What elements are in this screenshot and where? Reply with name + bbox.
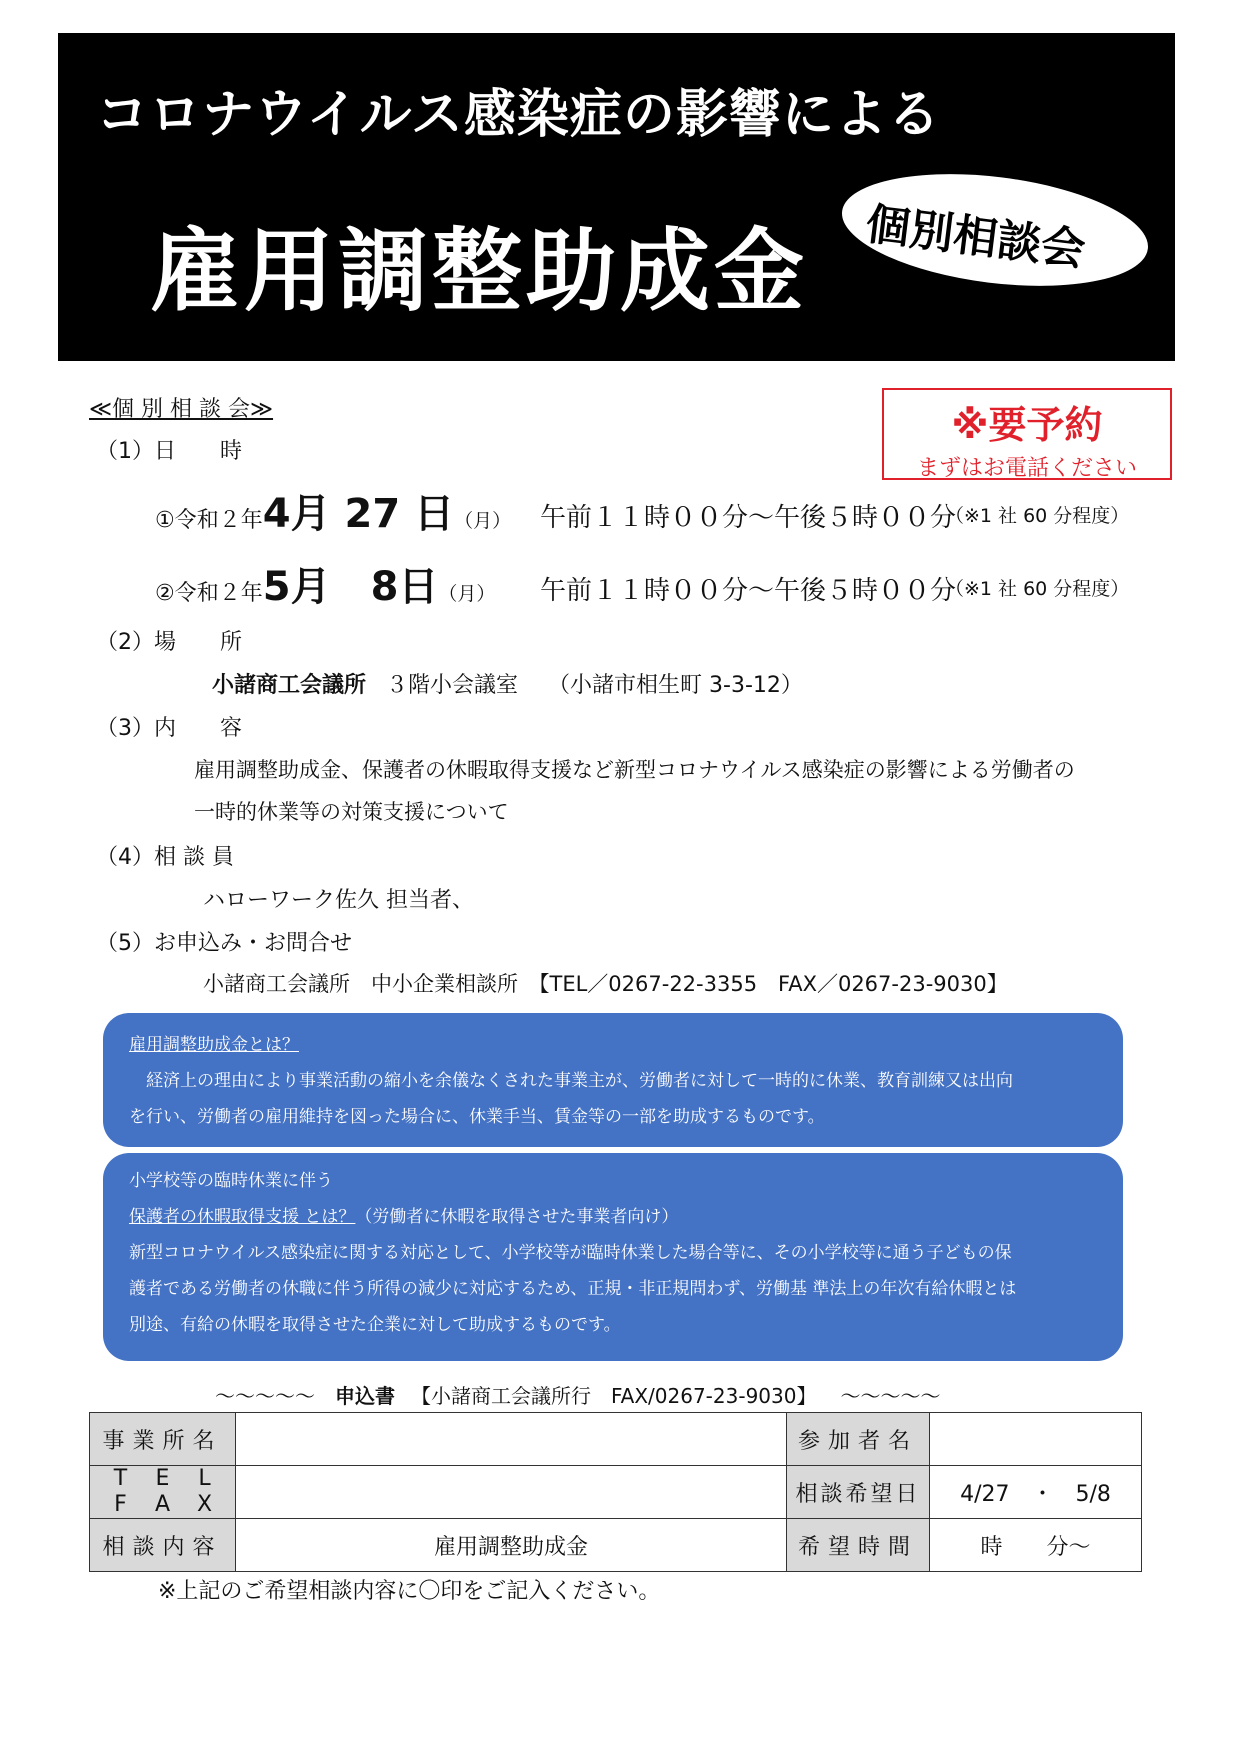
date-2-prefix: ②令和２年 [155, 581, 263, 606]
participant-name-field[interactable] [930, 1413, 1142, 1466]
business-name-label: 事業所名 [90, 1413, 236, 1466]
datetime-label: （1）日 時 [96, 439, 242, 464]
content-label: （3）内 容 [96, 716, 242, 741]
form-header-waves-left: ～～～～～ [215, 1384, 315, 1408]
preferred-date-options[interactable]: 4/27 ・ 5/8 [930, 1466, 1142, 1519]
tel-fax-field[interactable] [236, 1466, 787, 1519]
date-2-dow: （月） [438, 583, 496, 605]
date-2-note: （※1 社 60 分程度） [945, 578, 1130, 600]
form-note: ※上記のご希望相談内容に〇印をご記入ください。 [158, 1579, 661, 1604]
date-1-time: 午前１１時００分～午後５時００分 [540, 503, 957, 533]
consultation-content-label: 相談内容 [90, 1519, 236, 1572]
tel-fax-label [90, 1466, 236, 1519]
date-2-time: 午前１１時００分～午後５時００分 [540, 576, 957, 606]
date-row-2 [155, 555, 495, 612]
place-label: （2）場 所 [96, 630, 242, 655]
application-form-table [89, 1412, 1142, 1572]
banner-title: 雇用調整助成金 [150, 219, 808, 324]
section-title: ≪個 別 相 談 会≫ [89, 397, 274, 422]
info-box-leave-line: 新型コロナウイルス感染症に関する対応として、小学校等が臨時休業した場合等に、その小学校等に通う子どもの保 [129, 1243, 1012, 1263]
form-header-destination: 【小諸商工会議所行 FAX/0267-23-9030】 [411, 1384, 817, 1408]
date-1-dow: （月） [454, 510, 512, 532]
table-row [90, 1413, 1142, 1466]
preferred-time-field[interactable]: 時 分～ [930, 1519, 1142, 1572]
banner-headline: コロナウイルス感染症の影響による [96, 85, 941, 145]
info-box-subsidy-heading: 雇用調整助成金とは？ [129, 1035, 299, 1055]
tel-letter: T [113, 1466, 128, 1491]
form-header [215, 1380, 940, 1409]
info-box-leave-line: 護者である労働者の休職に伴う所得の減少に対応するため、正規・非正規問わず、労働基 準法上の年次有給休暇とは [129, 1279, 1017, 1299]
content-line-1: 雇用調整助成金、保護者の休暇取得支援など新型コロナウイルス感染症の影響による労働者の [194, 758, 1075, 782]
consultation-content-value[interactable]: 雇用調整助成金 [236, 1519, 787, 1572]
oval-badge-label: 個別相談会 [863, 198, 1088, 277]
table-row [90, 1466, 1142, 1519]
date-2-date: 5月 8日 [262, 564, 439, 610]
info-box-subsidy-line: を行い、労働者の雇用維持を図った場合に、休業手当、賃金等の一部を助成するものです。 [129, 1107, 825, 1127]
fax-letter: F [114, 1492, 127, 1517]
consultant-value: ハローワーク佐久 担当者、 [203, 888, 474, 913]
consultant-label: （4）相 談 員 [96, 845, 234, 870]
place-value [212, 668, 803, 699]
date-row-1 [155, 482, 511, 539]
info-box-leave-heading-pre: 小学校等の臨時休業に伴う [129, 1171, 333, 1191]
business-name-field[interactable] [236, 1413, 787, 1466]
venue-room: ３階小会議室 [386, 673, 519, 698]
content-line-2: 一時的休業等の対策支援について [194, 800, 509, 824]
contact-label: （5）お申込み・お問合せ [96, 931, 352, 956]
info-box-subsidy-line: 経済上の理由により事業活動の縮小を余儀なくされた事業主が、労働者に対して一時的に休業、教育訓練又は出向 [129, 1071, 1013, 1091]
form-header-label: 申込書 [335, 1384, 395, 1408]
contact-value: 小諸商工会議所 中小企業相談所 【TEL／0267-22-3355 FAX／0267-23-9030】 [203, 972, 1008, 996]
fax-letter: X [196, 1492, 213, 1517]
fax-letter: A [154, 1492, 171, 1517]
table-row [90, 1519, 1142, 1572]
form-header-waves-right: ～～～～～ [840, 1384, 941, 1408]
reservation-required-label: ※要予約 [951, 403, 1103, 447]
info-box-leave-support [103, 1153, 1123, 1361]
info-box-leave-heading-note: （労働者に休暇を取得させた事業者向け） [355, 1207, 679, 1227]
participant-name-label: 参加者名 [787, 1413, 930, 1466]
tel-letter: L [198, 1466, 211, 1491]
reservation-notice [882, 388, 1172, 480]
venue-address: （小諸市相生町 3-3-12） [548, 673, 803, 698]
info-box-leave-line: 別途、有給の休暇を取得させた企業に対して助成するものです。 [129, 1315, 621, 1335]
tel-letter: E [155, 1466, 170, 1491]
preferred-date-label: 相談希望日 [787, 1466, 930, 1519]
date-1-prefix: ①令和２年 [155, 508, 263, 533]
info-box-leave-heading: 保護者の休暇取得支援 とは？ [129, 1207, 356, 1227]
date-1-date: 4月 27 日 [262, 491, 455, 537]
preferred-time-label: 希望時間 [787, 1519, 930, 1572]
info-box-subsidy [103, 1013, 1123, 1147]
venue-name: 小諸商工会議所 [212, 673, 367, 698]
date-1-note: （※1 社 60 分程度） [945, 505, 1130, 527]
reservation-call-text: まずはお電話ください [916, 456, 1137, 481]
